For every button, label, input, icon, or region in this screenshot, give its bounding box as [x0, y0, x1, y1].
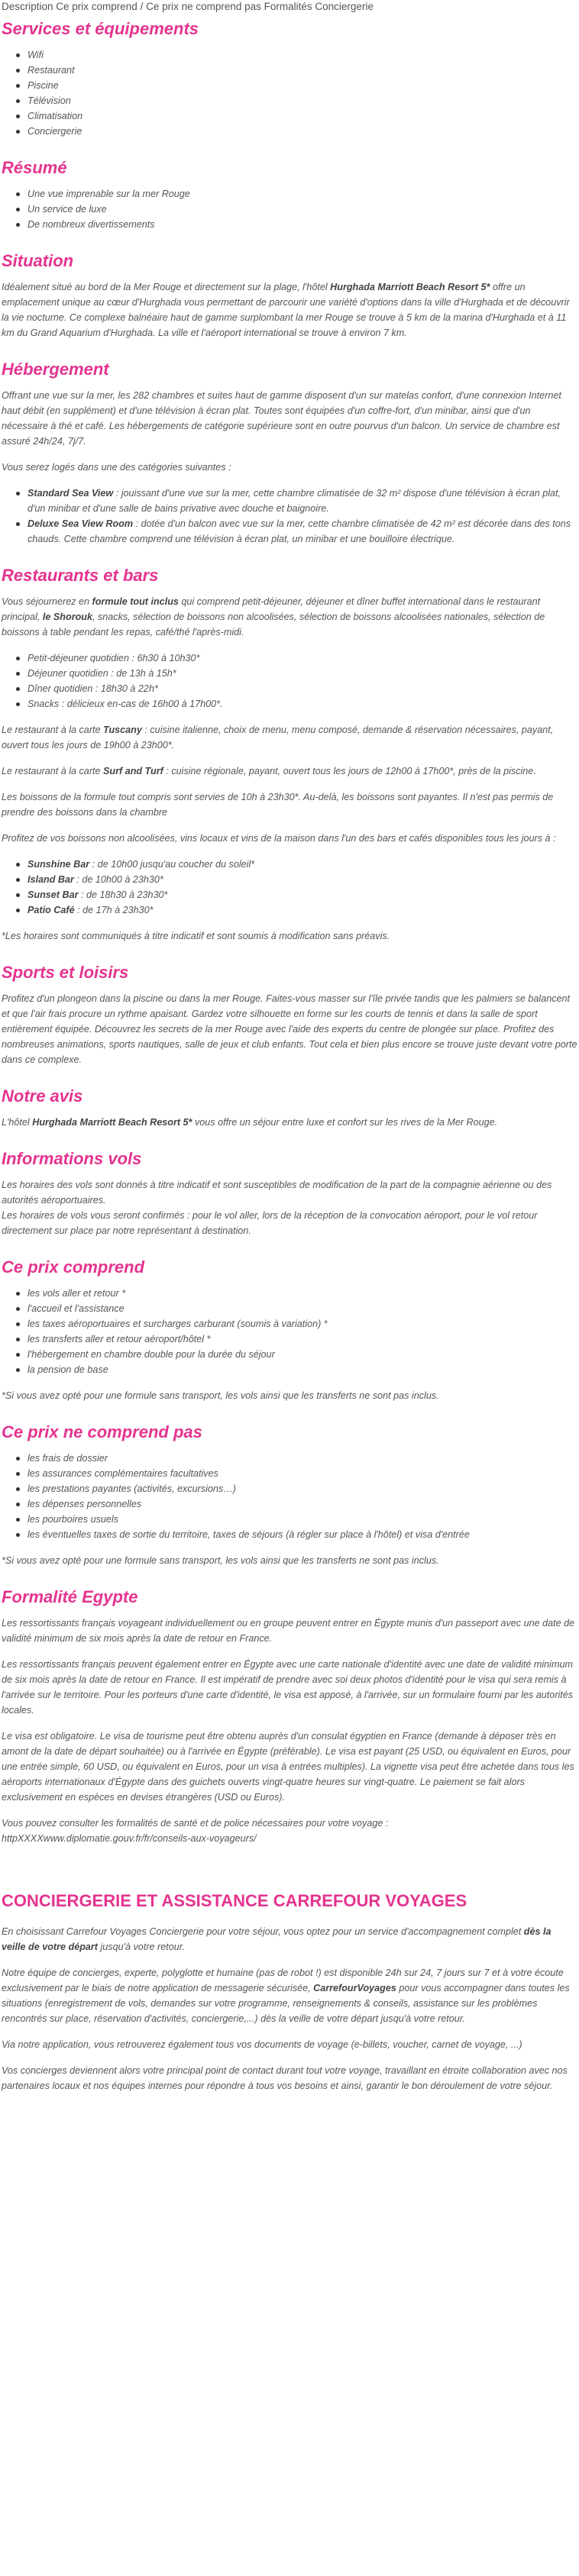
vols-text-1: Les horaires des vols sont donnés à titre indicatif et sont susceptibles de modification de la part de la compagnie aérienne ou des autorités aéroportuaires.	[2, 1180, 552, 1206]
ne-comprend-list	[2, 1451, 577, 1542]
resume-list	[2, 186, 577, 232]
meal-list	[2, 650, 577, 712]
conciergerie-text-4: Vos concierges deviennent alors votre principal point de contact durant tout votre voyage, travaillant en étroite collaboration avec nos partenaires locaux et nos équipes internes pour répondre à tous vos besoins et ainsi, garantir le bon déroulement de votre séjour.	[2, 2065, 568, 2091]
list-item: Restaurant	[27, 63, 577, 78]
restaurants-text: Vous séjournerez en formule tout inclus qui comprend petit-déjeuner, déjeuner et dîner buffet international dans le restaurant principal, le Shorouk, snacks, sélection de boissons non alcoolisées, sélection de boissons alcoolisées nationales, sélection de boissons à table pendant les repas, café/thé l'après-midi.	[2, 596, 545, 638]
bar-item: Island Bar : de 10h00 à 23h30*	[27, 872, 577, 887]
ne-comprend-note: *Si vous avez opté pour une formule sans transport, les vols ainsi que les transferts ne sont pas inclus.	[2, 1555, 439, 1566]
comprend-heading: Ce prix comprend	[2, 1257, 145, 1277]
conciergerie-text-2: Notre équipe de concierges, experte, polyglotte et humaine (pas de robot !) est disponible 24h sur 24, 7 jours sur 7 et à votre écoute exclusivement par le biais de notre application de messagerie sécurisée, CarrefourVoyages pour vous accompagner dans toutes les situations (enregistrement de vols, demandes sur votre programme, renseignements & conseils, assistance sur les problèmes rencontrés sur place, réservation d'activités, conciergerie,...) dès la veille de votre départ jusqu'à votre retour.	[2, 1968, 570, 2024]
bar-item: Patio Café : de 17h à 23h30*	[27, 902, 577, 918]
section-tabs-line: Description Ce prix comprend / Ce prix ne comprend pas Formalités Conciergerie	[2, 1, 374, 12]
notre-avis-text: L'hôtel Hurghada Marriott Beach Resort 5* vous offre un séjour entre luxe et confort sur les rives de la Mer Rouge.	[2, 1117, 498, 1128]
bars-intro: Profitez de vos boissons non alcoolisées, vins locaux et vins de la maison dans l'un des bars et cafés disponibles tous les jours à :	[2, 833, 556, 844]
list-item: les pourboires usuels	[27, 1512, 577, 1527]
list-item: De nombreux divertissements	[27, 217, 577, 232]
bar-item: Sunset Bar : de 18h30 à 23h30*	[27, 887, 577, 902]
list-item: les transferts aller et retour aéroport/hôtel *	[27, 1332, 577, 1347]
formalite-text-4: Vous pouvez consulter les formalités de santé et de police nécessaires pour votre voyage : httpXXXXwww.diplomatie.gouv.fr/fr/conseils-aux-voyageurs/	[2, 1818, 389, 1844]
resume-heading: Résumé	[2, 158, 67, 177]
comprend-note: *Si vous avez opté pour une formule sans transport, les vols ainsi que les transferts ne sont pas inclus.	[2, 1390, 439, 1401]
list-item: les dépenses personnelles	[27, 1496, 577, 1512]
list-item: Dîner quotidien : 18h30 à 22h*	[27, 681, 577, 696]
conciergerie-text-3: Via notre application, vous retrouverez également tous vos documents de voyage (e-billets, voucher, carnet de voyage, ...)	[2, 2039, 522, 2050]
page	[2, 0, 577, 2093]
formalite-text-3: Le visa est obligatoire. Le visa de tourisme peut être obtenu auprès d'un consulat égyptien en France (demande à déposer très en amont de la date de départ souhaitée) ou à l'arrivée en Égypte (préférable). Le visa est payant (25 USD, ou équivalent en Euros, pour une entrée simple, 60 USD, ou équivalent en Euros, pour un visa à entrées multiples). La vignette visa peut être achetée dans tous les aéroports internationaux d'Égypte dans des guichets ouverts vingt-quatre heures sur vingt-quatre. Le paiement se fait alors exclusivement en espèces en devises étrangères (USD ou Euros).	[2, 1731, 574, 1803]
situation-text: Idéalement situé au bord de la Mer Rouge et directement sur la plage, l'hôtel Hurghada Marriott Beach Resort 5* offre un emplacement unique au cœur d'Hurghada vous permettant de parcourir une variété d'options dans la ville d'Hurghada et de découvrir la vie nocturne. Ce complexe balnéaire haut de gamme surplombant la mer Rouge se trouve à 5 km de la marina d'Hurghada et à 11 km du Grand Aquarium d'Hurghada. La ville et l'aéroport international se trouve à environ 7 km.	[2, 282, 570, 338]
formalite-text-1: Les ressortissants français voyageant individuellement ou en groupe peuvent entrer en Égypte munis d'un passeport avec une date de validité minimum de six mois après la date de retour en France.	[2, 1618, 575, 1644]
formalite-heading: Formalité Egypte	[2, 1587, 138, 1606]
conciergerie-text-1: En choisissant Carrefour Voyages Conciergerie pour votre séjour, vous optez pour un service d'accompagnement complet dès la veille de votre départ jusqu'à votre retour.	[2, 1926, 552, 1952]
vols-heading: Informations vols	[2, 1149, 142, 1168]
list-item: Petit-déjeuner quotidien : 6h30 à 10h30*	[27, 650, 577, 666]
sports-heading: Sports et loisirs	[2, 963, 129, 982]
list-item: Conciergerie	[27, 124, 577, 139]
situation-heading: Situation	[2, 251, 74, 270]
list-item: les éventuelles taxes de sortie du territoire, taxes de séjours (à régler sur place à l'hôtel) et visa d'entrée	[27, 1527, 577, 1542]
list-item: la pension de base	[27, 1362, 577, 1377]
list-item: Télévision	[27, 93, 577, 108]
hours-note: *Les horaires sont communiqués à titre indicatif et sont soumis à modification sans préavis.	[2, 931, 390, 941]
hebergement-heading: Hébergement	[2, 360, 109, 379]
formalite-text-2: Les ressortissants français peuvent également entrer en Égypte avec une carte nationale d'identité avec une date de validité minimum de six mois après la date de retour en France. Il est impératif de prendre avec soi deux photos d'identité pour le visa qui sera remis à l'arrivée sur le territoire. Pour les porteurs d'une carte d'identité, le visa est apposé, à l'arrivée, sur un formulaire fourni par les autorités locales.	[2, 1659, 574, 1716]
list-item: Un service de luxe	[27, 202, 577, 217]
room-item: Standard Sea View : jouissant d'une vue sur la mer, cette chambre climatisée de 32 m² dispose d'une télévision à écran plat, d'un minibar et d'une salle de bains privative avec douche et baignoire.	[27, 486, 577, 516]
restaurants-heading: Restaurants et bars	[2, 566, 159, 585]
surf-turf-text: Le restaurant à la carte Surf and Turf : cuisine régionale, payant, ouvert tous les jours de 12h00 à 17h00*, près de la piscine.	[2, 766, 536, 776]
bar-item: Sunshine Bar : de 10h00 jusqu'au coucher du soleil*	[27, 857, 577, 872]
conciergerie-heading: CONCIERGERIE ET ASSISTANCE CARREFOUR VOYAGES	[2, 1891, 467, 1910]
list-item: Une vue imprenable sur la mer Rouge	[27, 186, 577, 202]
bar-list	[2, 857, 577, 918]
vols-text-2: Les horaires de vols vous seront confirmés : pour le vol aller, lors de la réception de la convocation aéroport, pour le vol retour directement sur place par notre représentant à destination.	[2, 1210, 538, 1236]
drinks-text: Les boissons de la formule tout compris sont servies de 10h à 23h30*. Au-delà, les boissons sont payantes. Il n'est pas permis de prendre des boissons dans la chambre	[2, 792, 554, 818]
room-item: Deluxe Sea View Room : dotée d'un balcon avec vue sur la mer, cette chambre climatisée de 42 m² est décorée dans des tons chauds. Cette chambre comprend une télévision à écran plat, un minibar et une bouilloire électrique.	[27, 516, 577, 547]
services-list	[2, 47, 577, 139]
list-item: les prestations payantes (activités, excursions…)	[27, 1481, 577, 1496]
list-item: Climatisation	[27, 108, 577, 124]
list-item: les vols aller et retour *	[27, 1286, 577, 1301]
list-item: les frais de dossier	[27, 1451, 577, 1466]
hebergement-text: Offrant une vue sur la mer, les 282 chambres et suites haut de gamme disposent d'un sur matelas confort, d'une connexion Internet haut débit (en supplément) et d'une télévision à écran plat. Toutes sont équipées d'un coffre-fort, d'un minibar, ainsi que d'un nécessaire à thé et café. Les hébergements de catégorie supérieure sont en outre pourvus d'un balcon. Un service de chambre est assuré 24h/24, 7j/7.	[2, 390, 561, 447]
ne-comprend-heading: Ce prix ne comprend pas	[2, 1422, 202, 1441]
notre-avis-heading: Notre avis	[2, 1086, 83, 1106]
tuscany-text: Le restaurant à la carte Tuscany : cuisine italienne, choix de menu, menu composé, demande & réservation nécessaires, payant, ouvert tous les jours de 19h00 à 23h00*.	[2, 725, 554, 751]
list-item: Piscine	[27, 78, 577, 93]
comprend-list	[2, 1286, 577, 1377]
list-item: les taxes aéroportuaires et surcharges carburant (soumis à variation) *	[27, 1316, 577, 1332]
list-item: l'hébergement en chambre double pour la durée du séjour	[27, 1347, 577, 1362]
list-item: Wifi	[27, 47, 577, 63]
list-item: les assurances complémentaires facultatives	[27, 1466, 577, 1481]
sports-text: Profitez d'un plongeon dans la piscine ou dans la mer Rouge. Faites-vous masser sur l'île privée tandis que les palmiers se balancent et que l'air frais procure un rythme apaisant. Gardez votre silhouette en forme sur les courts de tennis et dans la salle de sport entièrement équipée. Découvrez les secrets de la mer Rouge avec l'aide des experts du centre de plongée sur place. Profitez des nombreuses animations, sports nautiques, salle de jeux et club enfants. Tout cela et bien plus encore se trouve juste devant votre porte dans ce complexe.	[2, 993, 577, 1065]
services-heading: Services et équipements	[2, 19, 199, 38]
hebergement-intro: Vous serez logés dans une des catégories suivantes :	[2, 462, 231, 473]
list-item: l'accueil et l'assistance	[27, 1301, 577, 1316]
list-item: Déjeuner quotidien : de 13h à 15h*	[27, 666, 577, 681]
room-list	[2, 486, 577, 547]
list-item: Snacks : délicieux en-cas de 16h00 à 17h00*.	[27, 696, 577, 712]
